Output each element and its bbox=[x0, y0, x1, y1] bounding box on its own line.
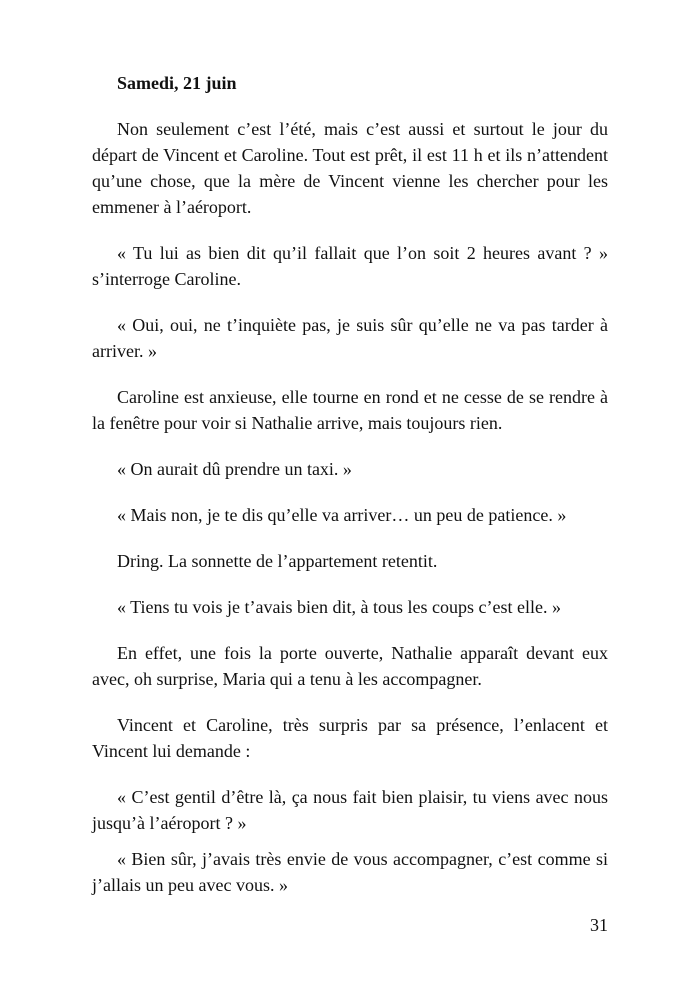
paragraph-11: « C’est gentil d’être là, ça nous fait bien plaisir, tu viens avec nous jusqu’à l’aéroport ? » bbox=[92, 787, 608, 833]
paragraph-5: « On aurait dû prendre un taxi. » bbox=[117, 459, 352, 479]
paragraph-3: « Oui, oui, ne t’inquiète pas, je suis sûr qu’elle ne va pas tarder à arriver. » bbox=[92, 315, 608, 361]
paragraph-2: « Tu lui as bien dit qu’il fallait que l’on soit 2 heures avant ? » s’interroge Caroline. bbox=[92, 243, 608, 289]
paragraph-4: Caroline est anxieuse, elle tourne en rond et ne cesse de se rendre à la fenêtre pour voir si Nathalie arrive, mais toujours rien. bbox=[92, 387, 608, 433]
paragraph-9: En effet, une fois la porte ouverte, Nathalie apparaît devant eux avec, oh surprise, Maria qui a tenu à les accompagner. bbox=[92, 643, 608, 689]
paragraph-8: « Tiens tu vois je t’avais bien dit, à tous les coups c’est elle. » bbox=[117, 597, 561, 617]
paragraph-12: « Bien sûr, j’avais très envie de vous accompagner, c’est comme si j’allais un peu avec vous. » bbox=[92, 849, 608, 895]
paragraph-10: Vincent et Caroline, très surpris par sa présence, l’enlacent et Vincent lui demande : bbox=[92, 715, 608, 761]
paragraph-1: Non seulement c’est l’été, mais c’est aussi et surtout le jour du départ de Vincent et Caroline. Tout est prêt, il est 11 h et ils n’attendent qu’une chose, que la mère de Vincent vienne les chercher pour les emmener à l’aéroport. bbox=[92, 119, 608, 217]
paragraph-7: Dring. La sonnette de l’appartement retentit. bbox=[117, 551, 438, 571]
page-body bbox=[92, 70, 608, 918]
chapter-heading: Samedi, 21 juin bbox=[117, 73, 237, 93]
page-number: 31 bbox=[590, 915, 608, 935]
paragraph-6: « Mais non, je te dis qu’elle va arriver… un peu de patience. » bbox=[117, 505, 567, 525]
